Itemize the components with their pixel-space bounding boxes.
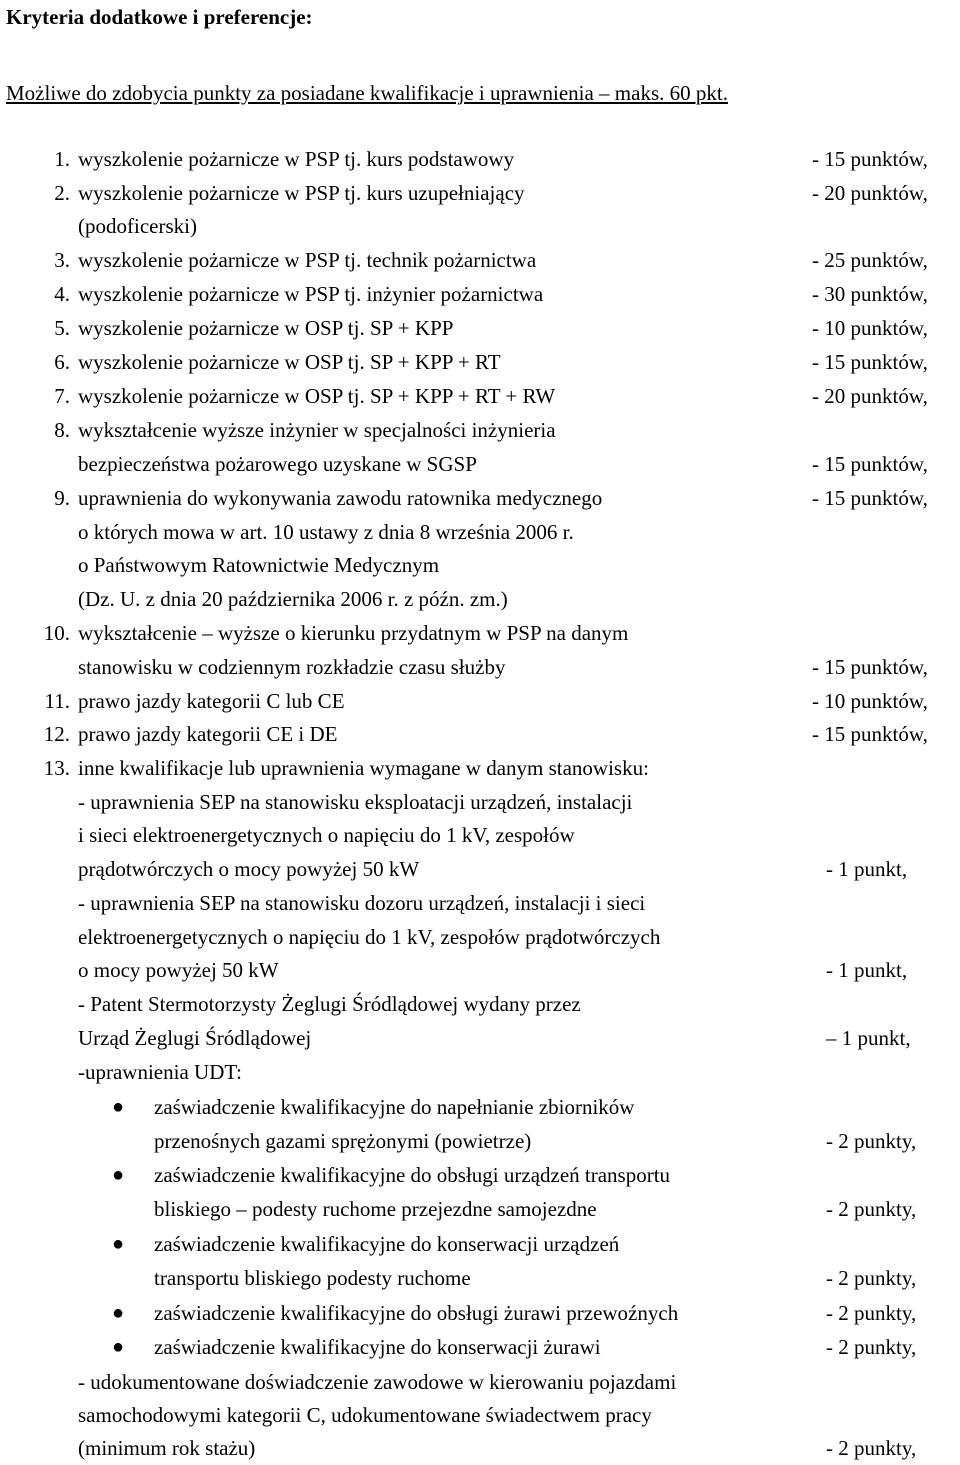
list-item — [0, 616, 960, 650]
bullet-item-continuation — [0, 1261, 960, 1295]
bullet-item — [0, 1227, 960, 1261]
item-number: 7. — [54, 384, 70, 408]
sub-item-text: o mocy powyżej 50 kW — [78, 958, 279, 982]
sub-item — [0, 785, 960, 819]
item-text: wykształcenie – wyższe o kierunku przydatnym w PSP na danym — [78, 621, 629, 645]
bullet-text: transportu bliskiego podesty ruchome — [154, 1266, 471, 1290]
item-points: - 15 punktów, — [812, 486, 928, 510]
sub-item — [0, 1365, 960, 1399]
udt-label: -uprawnienia UDT: — [78, 1060, 242, 1084]
item-text: wykształcenie wyższe inżynier w specjalności inżynieria — [78, 418, 556, 442]
sub-item-continuation — [0, 953, 960, 987]
item-text: (podoficerski) — [78, 214, 197, 238]
sub-item-continuation — [0, 1398, 960, 1432]
bullet-icon: ● — [112, 1336, 125, 1358]
item-number: 4. — [54, 282, 70, 306]
sub-item-text: - udokumentowane doświadczenie zawodowe w kierowaniu pojazdami — [78, 1370, 677, 1394]
item-points: - 30 punktów, — [812, 282, 928, 306]
sub-item-points: - 1 punkt, — [826, 857, 908, 881]
list-item-continuation — [0, 650, 960, 684]
item-text: prawo jazdy kategorii C lub CE — [78, 689, 345, 713]
sub-item-points: – 1 punkt, — [826, 1026, 911, 1050]
list-item — [0, 311, 960, 345]
item-text: inne kwalifikacje lub uprawnienia wymagane w danym stanowisku: — [78, 756, 649, 780]
sub-item-continuation — [0, 818, 960, 852]
item-number: 1. — [54, 147, 70, 171]
item-points: - 20 punktów, — [812, 181, 928, 205]
item-text: wyszkolenie pożarnicze w PSP tj. kurs podstawowy — [78, 147, 515, 171]
list-item — [0, 684, 960, 718]
item-number: 13. — [43, 756, 70, 780]
bullet-icon: ● — [112, 1233, 125, 1255]
list-item — [0, 142, 960, 176]
list-item — [0, 413, 960, 447]
sub-item-text: samochodowymi kategorii C, udokumentowane świadectwem pracy — [78, 1403, 652, 1427]
list-item — [0, 277, 960, 311]
bullet-points: - 2 punkty, — [826, 1266, 917, 1290]
item-number: 9. — [54, 486, 70, 510]
bullet-item — [0, 1158, 960, 1192]
item-points: - 25 punktów, — [812, 248, 928, 272]
list-item — [0, 176, 960, 210]
item-text: wyszkolenie pożarnicze w PSP tj. inżynier pożarnictwa — [78, 282, 544, 306]
list-item-continuation — [0, 515, 960, 549]
list-item — [0, 717, 960, 751]
sub-item-text: - uprawnienia SEP na stanowisku dozoru urządzeń, instalacji i sieci — [78, 891, 646, 915]
item-text: wyszkolenie pożarnicze w PSP tj. kurs uzupełniający — [78, 181, 525, 205]
bullet-points: - 2 punkty, — [826, 1301, 917, 1325]
item-number: 5. — [54, 316, 70, 340]
bullet-text: przenośnych gazami sprężonymi (powietrze) — [154, 1129, 532, 1153]
item-text: wyszkolenie pożarnicze w OSP tj. SP + KPP + RT — [78, 350, 501, 374]
sub-item — [0, 1055, 960, 1089]
bullet-text: bliskiego – podesty ruchome przejezdne samojezdne — [154, 1197, 597, 1221]
bullet-text: zaświadczenie kwalifikacyjne do napełnianie zbiorników — [154, 1095, 635, 1119]
sub-item-continuation — [0, 920, 960, 954]
list-item — [0, 751, 960, 785]
sub-item-continuation — [0, 852, 960, 886]
bullet-points: - 2 punkty, — [826, 1335, 917, 1359]
bullet-points: - 2 punkty, — [826, 1197, 917, 1221]
intro-text: Możliwe do zdobycia punkty za posiadane kwalifikacje i uprawnienia – maks. 60 pkt. — [6, 81, 728, 105]
item-points: - 15 punktów, — [812, 147, 928, 171]
item-points: - 10 punktów, — [812, 689, 928, 713]
list-item — [0, 243, 960, 277]
bullet-icon: ● — [112, 1096, 125, 1118]
list-item-continuation — [0, 447, 960, 481]
item-number: 12. — [43, 722, 70, 746]
heading-row — [0, 0, 960, 34]
bullet-points: - 2 punkty, — [826, 1129, 917, 1153]
sub-item-text: Urząd Żeglugi Śródlądowej — [78, 1026, 312, 1050]
list-item — [0, 345, 960, 379]
item-number: 3. — [54, 248, 70, 272]
bullet-item — [0, 1330, 960, 1364]
sub-item-points: - 1 punkt, — [826, 958, 908, 982]
item-points: - 15 punktów, — [812, 350, 928, 374]
item-text: stanowisku w codziennym rozkładzie czasu służby — [78, 655, 506, 679]
sub-item-continuation — [0, 1021, 960, 1055]
intro-row — [0, 76, 960, 110]
list-item — [0, 379, 960, 413]
item-text: wyszkolenie pożarnicze w OSP tj. SP + KPP — [78, 316, 454, 340]
bullet-text: zaświadczenie kwalifikacyjne do obsługi żurawi przewoźnych — [154, 1301, 679, 1325]
item-points: - 15 punktów, — [812, 452, 928, 476]
sub-item — [0, 987, 960, 1021]
section-heading: Kryteria dodatkowe i preferencje: — [6, 5, 313, 29]
sub-item-text: - Patent Stermotorzysty Żeglugi Śródlądowej wydany przez — [78, 992, 581, 1016]
sub-item-text: i sieci elektroenergetycznych o napięciu do 1 kV, zespołów — [78, 823, 575, 847]
item-text: o Państwowym Ratownictwie Medycznym — [78, 553, 440, 577]
bullet-icon: ● — [112, 1302, 125, 1324]
list-item-continuation — [0, 582, 960, 616]
item-number: 6. — [54, 350, 70, 374]
item-number: 8. — [54, 418, 70, 442]
item-text: uprawnienia do wykonywania zawodu ratownika medycznego — [78, 486, 603, 510]
bullet-item-continuation — [0, 1192, 960, 1226]
sub-item — [0, 886, 960, 920]
sub-item-points: - 2 punkty, — [826, 1436, 917, 1460]
sub-item-text: elektroenergetycznych o napięciu do 1 kV, zespołów prądotwórczych — [78, 925, 661, 949]
sub-item-text: (minimum rok stażu) — [78, 1436, 256, 1460]
bullet-item — [0, 1090, 960, 1124]
item-text: wyszkolenie pożarnicze w OSP tj. SP + KPP + RT + RW — [78, 384, 556, 408]
item-points: - 15 punktów, — [812, 722, 928, 746]
item-text: wyszkolenie pożarnicze w PSP tj. technik pożarnictwa — [78, 248, 537, 272]
list-item-continuation — [0, 548, 960, 582]
bullet-item-continuation — [0, 1124, 960, 1158]
item-number: 2. — [54, 181, 70, 205]
bullet-text: zaświadczenie kwalifikacyjne do konserwacji urządzeń — [154, 1232, 620, 1256]
bullet-item — [0, 1296, 960, 1330]
sub-item-text: prądotwórczych o mocy powyżej 50 kW — [78, 857, 420, 881]
item-points: - 15 punktów, — [812, 655, 928, 679]
list-item — [0, 481, 960, 515]
item-number: 11. — [44, 689, 70, 713]
item-points: - 20 punktów, — [812, 384, 928, 408]
bullet-icon: ● — [112, 1164, 125, 1186]
sub-item-continuation — [0, 1431, 960, 1465]
bullet-text: zaświadczenie kwalifikacyjne do obsługi urządzeń transportu — [154, 1163, 671, 1187]
item-text: bezpieczeństwa pożarowego uzyskane w SGSP — [78, 452, 477, 476]
item-points: - 10 punktów, — [812, 316, 928, 340]
item-text: prawo jazdy kategorii CE i DE — [78, 722, 338, 746]
sub-item-text: - uprawnienia SEP na stanowisku eksploatacji urządzeń, instalacji — [78, 790, 633, 814]
list-item-continuation — [0, 209, 960, 243]
item-number: 10. — [43, 621, 70, 645]
item-text: (Dz. U. z dnia 20 października 2006 r. z późn. zm.) — [78, 587, 508, 611]
item-text: o których mowa w art. 10 ustawy z dnia 8 września 2006 r. — [78, 520, 574, 544]
bullet-text: zaświadczenie kwalifikacyjne do konserwacji żurawi — [154, 1335, 601, 1359]
